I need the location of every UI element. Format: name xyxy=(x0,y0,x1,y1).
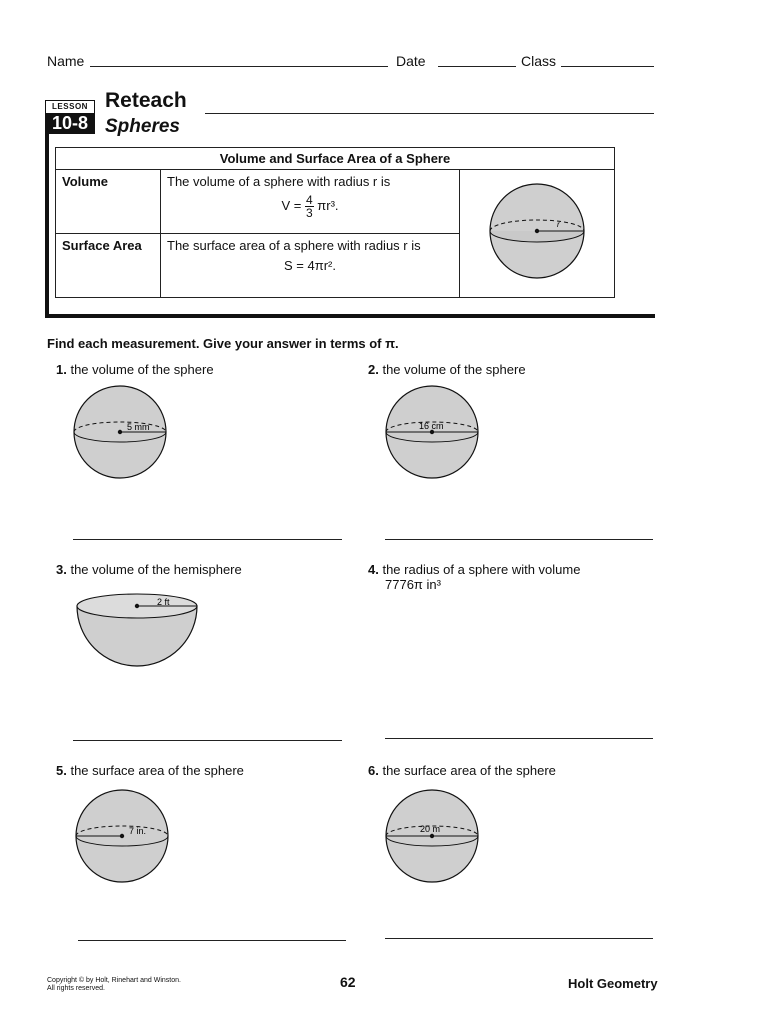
problem-number: 3. xyxy=(56,562,67,577)
answer-line-5[interactable] xyxy=(78,926,346,941)
page-title: Reteach xyxy=(105,89,187,112)
hemisphere-diagram xyxy=(72,588,202,678)
volume-fraction xyxy=(305,194,314,219)
fraction-denominator: 3 xyxy=(305,206,313,220)
volume-formula-lhs: V = xyxy=(281,197,302,213)
dimension-label: 20 m xyxy=(420,824,441,834)
surface-area-label: Surface Area xyxy=(56,234,161,298)
lesson-number: 10-8 xyxy=(45,113,95,134)
lesson-badge xyxy=(45,100,95,134)
surface-area-cell xyxy=(161,234,460,298)
class-label: Class xyxy=(521,53,557,69)
radius-label: r xyxy=(557,220,560,229)
instructions: Find each measurement. Give your answer in terms of π. xyxy=(47,336,399,351)
problem-number: 1. xyxy=(56,362,67,377)
fraction-numerator: 4 xyxy=(305,193,313,207)
volume-cell xyxy=(161,170,460,234)
problem-4 xyxy=(368,562,580,592)
surface-area-formula: S = 4πr². xyxy=(284,258,336,273)
date-field[interactable] xyxy=(438,52,516,67)
volume-label: Volume xyxy=(56,170,161,234)
class-field[interactable] xyxy=(561,52,654,67)
copyright xyxy=(47,977,181,993)
dimension-label: 7 in. xyxy=(129,826,147,836)
answer-line-6[interactable] xyxy=(385,924,653,939)
reference-table-title: Volume and Surface Area of a Sphere xyxy=(56,148,615,170)
lesson-tag: LESSON xyxy=(45,100,95,114)
problem-number: 5. xyxy=(56,763,67,778)
name-field[interactable] xyxy=(90,52,388,67)
problem-text: the surface area of the sphere xyxy=(382,763,556,778)
copyright-line-1: Copyright © by Holt, Rinehart and Winston. xyxy=(47,977,181,984)
sphere-diagram-1 xyxy=(70,384,170,484)
page-number: 62 xyxy=(340,974,356,990)
problem-2 xyxy=(368,362,526,377)
frame-left-bar xyxy=(45,133,49,318)
problem-5 xyxy=(56,763,244,778)
name-label: Name xyxy=(47,53,85,69)
sphere-diagram-5 xyxy=(74,786,174,886)
volume-text: The volume of a sphere with radius r is xyxy=(167,174,391,189)
problem-1 xyxy=(56,362,214,377)
sphere-diagram-6 xyxy=(384,786,484,886)
problem-text: the volume of the sphere xyxy=(70,362,214,377)
dimension-label: 5 mm xyxy=(127,422,150,432)
problem-volume-value: 7776π in³ xyxy=(385,577,441,592)
frame-bottom-bar xyxy=(45,314,655,318)
title-rule xyxy=(205,100,654,114)
reference-sphere-diagram xyxy=(460,170,610,294)
problem-number: 2. xyxy=(368,362,379,377)
page-subtitle: Spheres xyxy=(105,116,180,137)
copyright-line-2: All rights reserved. xyxy=(47,985,105,992)
dimension-label: 16 cm xyxy=(419,421,444,431)
volume-formula xyxy=(167,194,453,219)
answer-line-4[interactable] xyxy=(385,724,653,739)
sphere-diagram-2 xyxy=(382,384,482,484)
sphere-diagram-cell xyxy=(460,170,615,298)
problem-6 xyxy=(368,763,556,778)
answer-line-1[interactable] xyxy=(73,525,342,540)
answer-line-2[interactable] xyxy=(385,525,653,540)
problem-number: 6. xyxy=(368,763,379,778)
reference-table xyxy=(55,147,615,298)
surface-area-text: The surface area of a sphere with radius r is xyxy=(167,238,421,253)
dimension-label: 2 ft xyxy=(157,597,170,607)
problem-text: the volume of the sphere xyxy=(382,362,526,377)
problem-text: the surface area of the sphere xyxy=(70,763,244,778)
book-title: Holt Geometry xyxy=(568,976,658,991)
answer-line-3[interactable] xyxy=(73,726,342,741)
date-label: Date xyxy=(396,53,426,69)
volume-formula-rhs: πr³. xyxy=(317,197,339,213)
problem-text: the volume of the hemisphere xyxy=(70,562,242,577)
problem-3 xyxy=(56,562,242,577)
problem-number: 4. xyxy=(368,562,379,577)
problem-text: the radius of a sphere with volume xyxy=(382,562,581,577)
